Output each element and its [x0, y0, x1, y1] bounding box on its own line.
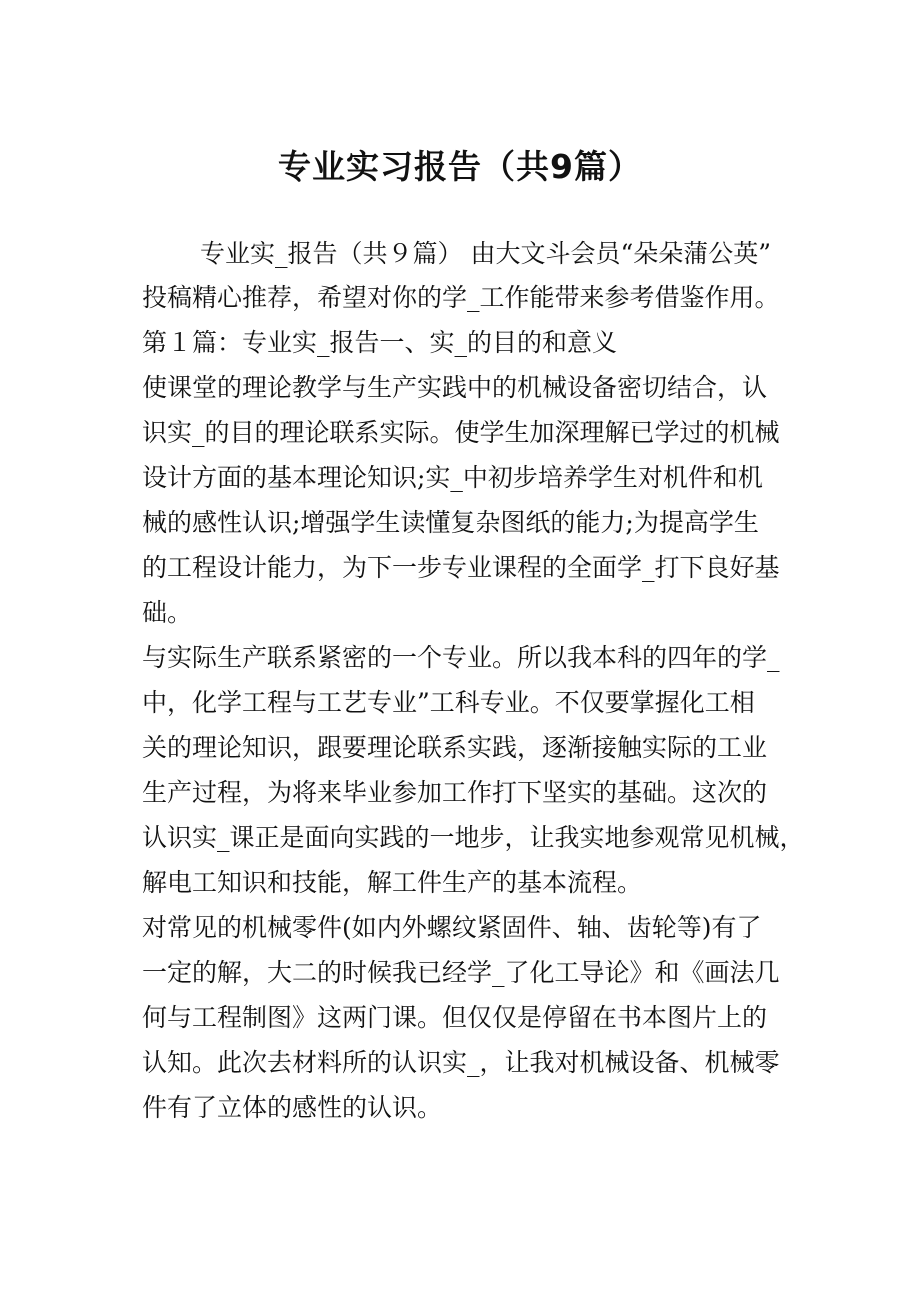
text-line: 一定的解，大二的时候我已经学_了化工导论》和《画法几	[142, 958, 780, 987]
text-line: 设计方面的基本理论知识;实_中初步培养学生对机件和机	[142, 463, 763, 492]
text-line: 认知。此次去材料所的认识实_，让我对机械设备、机械零	[142, 1048, 780, 1077]
text-line: 础。	[142, 598, 193, 627]
text-line: 投稿精心推荐，希望对你的学_工作能带来参考借鉴作用。	[142, 283, 780, 312]
text-line: 中，化学工程与工艺专业”工科专业。不仅要掌握化工相	[142, 688, 755, 717]
text-line: 认识实_课正是面向实践的一地步，让我实地参观常见机械，	[142, 823, 805, 852]
text-line: 生产过程，为将来毕业参加工作打下坚实的基础。这次的	[142, 778, 768, 807]
text-line: 解电工知识和技能，解工件生产的基本流程。	[142, 868, 643, 897]
text-line: 使课堂的理论教学与生产实践中的机械设备密切结合，认	[142, 373, 768, 402]
text-line: 专业实_报告（共９篇） 由大文斗会员“朵朵蒲公英”	[200, 239, 772, 268]
text-line: 何与工程制图》这两门课。但仅仅是停留在书本图片上的	[142, 1003, 768, 1032]
text-line: 件有了立体的感性的认识。	[142, 1093, 443, 1122]
text-line: 第１篇：专业实_报告一、实_的目的和意义	[142, 328, 618, 357]
text-line: 识实_的目的理论联系实际。使学生加深理解已学过的机械	[142, 418, 780, 447]
text-line: 关的理论知识，跟要理论联系实践，逐渐接触实际的工业	[142, 733, 768, 762]
text-line: 与实际生产联系紧密的一个专业。所以我本科的四年的学_	[142, 643, 780, 672]
text-line: 的工程设计能力，为下一步专业课程的全面学_打下良好基	[142, 553, 780, 582]
document-title: 专业实习报告（共9篇）	[278, 147, 642, 186]
text-line: 对常见的机械零件(如内外螺纹紧固件、轴、齿轮等)有了	[142, 913, 762, 942]
text-line: 械的感性认识;增强学生读懂复杂图纸的能力;为提高学生	[142, 508, 759, 537]
